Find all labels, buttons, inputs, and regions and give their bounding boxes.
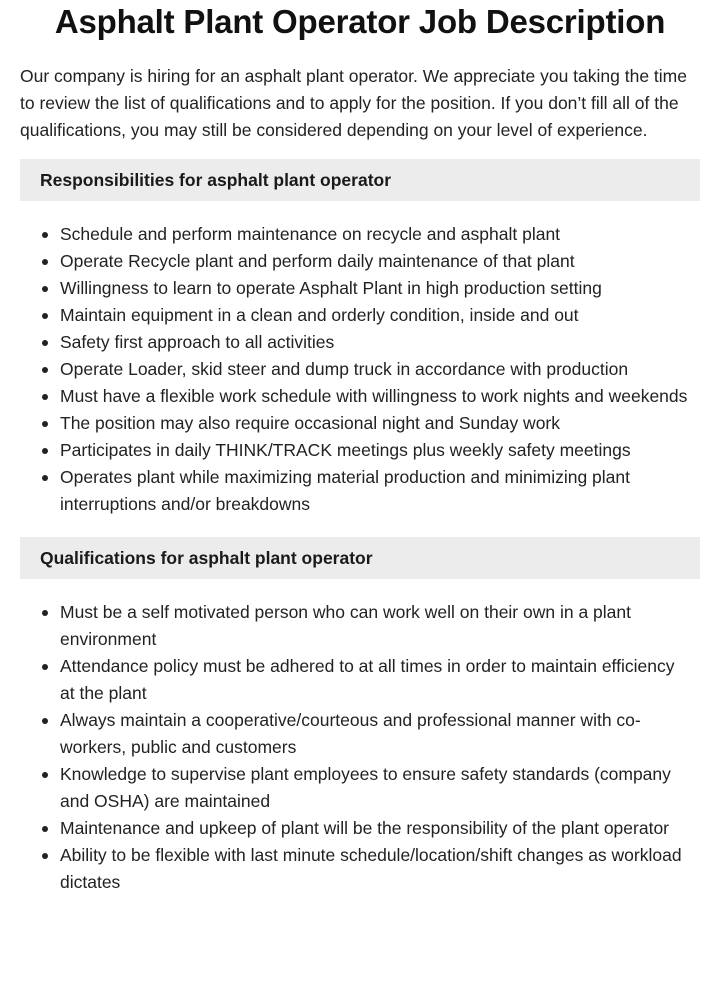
list-item: Operate Loader, skid steer and dump truck in accordance with production [60, 356, 700, 383]
list-item: Operates plant while maximizing material production and minimizing plant interruptions and/or breakdowns [60, 464, 700, 518]
list-item: Operate Recycle plant and perform daily maintenance of that plant [60, 248, 700, 275]
qualifications-heading: Qualifications for asphalt plant operator [20, 537, 700, 579]
list-item: Knowledge to supervise plant employees to ensure safety standards (company and OSHA) are maintained [60, 761, 700, 815]
page-title: Asphalt Plant Operator Job Description [54, 3, 666, 40]
list-item: Ability to be flexible with last minute schedule/location/shift changes as workload dictates [60, 842, 700, 896]
responsibilities-list [20, 221, 700, 518]
intro-paragraph: Our company is hiring for an asphalt plant operator. We appreciate you taking the time to review the list of qualifications and to apply for the position. If you don’t fill all of the qualifications, you may still be considered depending on your level of experience. [20, 66, 687, 140]
list-item: Must be a self motivated person who can work well on their own in a plant environment [60, 599, 700, 653]
list-item: Participates in daily THINK/TRACK meetings plus weekly safety meetings [60, 437, 700, 464]
list-item: Maintain equipment in a clean and orderly condition, inside and out [60, 302, 700, 329]
list-item: Must have a flexible work schedule with willingness to work nights and weekends [60, 383, 700, 410]
list-item: Attendance policy must be adhered to at all times in order to maintain efficiency at the plant [60, 653, 700, 707]
list-item: Schedule and perform maintenance on recycle and asphalt plant [60, 221, 700, 248]
list-item: The position may also require occasional night and Sunday work [60, 410, 700, 437]
list-item: Always maintain a cooperative/courteous and professional manner with co-workers, public and customers [60, 707, 700, 761]
list-item: Willingness to learn to operate Asphalt Plant in high production setting [60, 275, 700, 302]
qualifications-list [20, 599, 700, 896]
list-item: Safety first approach to all activities [60, 329, 700, 356]
responsibilities-heading: Responsibilities for asphalt plant operator [20, 159, 700, 201]
list-item: Maintenance and upkeep of plant will be the responsibility of the plant operator [60, 815, 700, 842]
